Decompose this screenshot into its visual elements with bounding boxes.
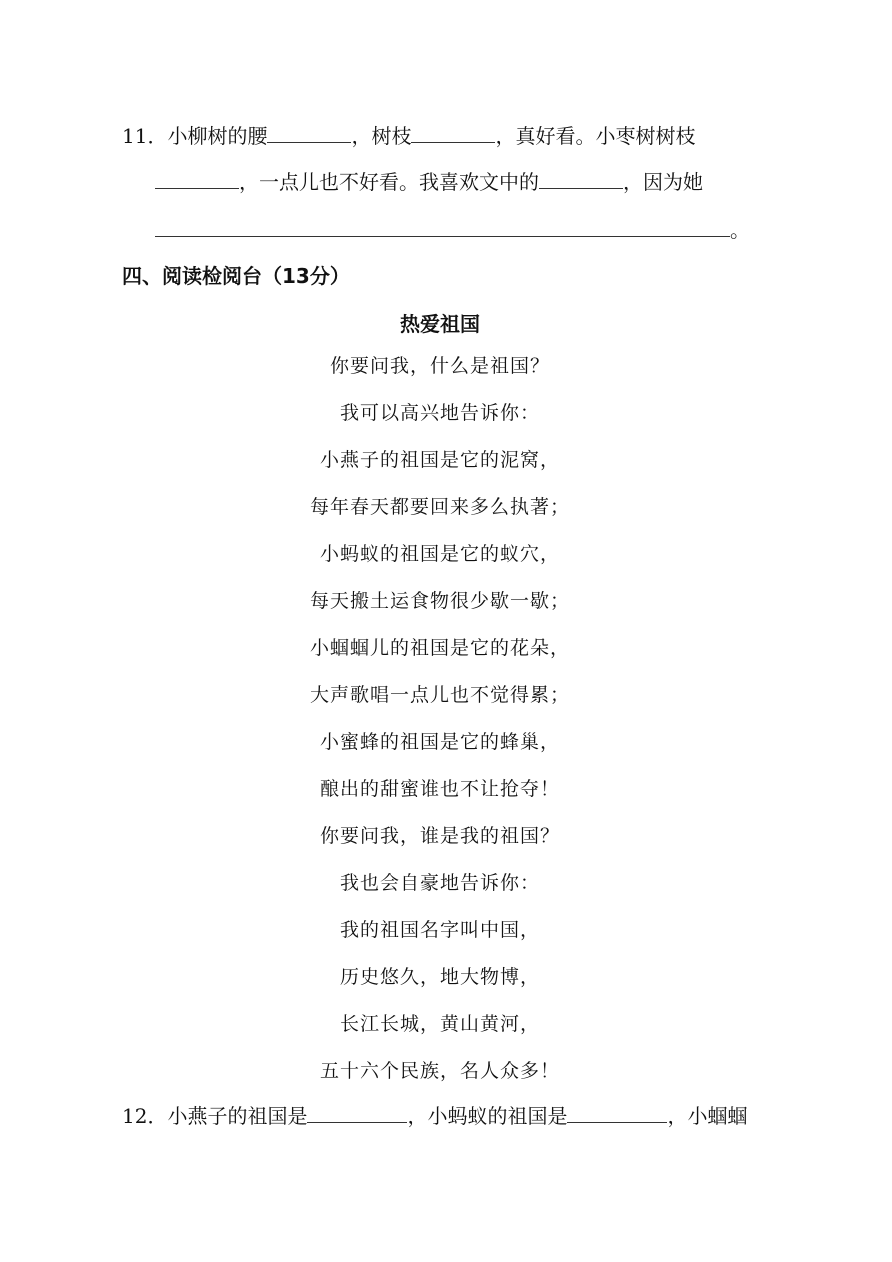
question-11-line-2 (155, 168, 703, 196)
question-11-text-b: ，树枝 (351, 124, 412, 148)
question-11-line-3 (155, 216, 750, 244)
poem-line: 每年春天都要回来多么执著； (309, 496, 570, 518)
poem-line: 小蝈蝈儿的祖国是它的花朵， (309, 637, 570, 659)
question-11-text-c: ，真好看。小枣树树枝 (495, 124, 696, 148)
question-11-period: 。 (730, 218, 750, 242)
question-11-line-1 (122, 122, 695, 150)
poem-line: 你要问我，什么是祖国？ (329, 355, 550, 377)
poem-line: 小蚂蚁的祖国是它的蚁穴， (319, 543, 560, 565)
poem-line: 我的祖国名字叫中国， (339, 919, 540, 941)
poem-line: 我也会自豪地告诉你： (339, 872, 540, 894)
question-12-line-1 (122, 1102, 747, 1130)
section-4-title: 四、阅读检阅台（13分） (122, 264, 350, 288)
poem-line: 五十六个民族，名人众多！ (319, 1060, 560, 1082)
question-12-number: 12． (122, 1104, 168, 1128)
answer-blank-favorite[interactable] (539, 168, 623, 189)
poem-title: 热爱祖国 (400, 312, 480, 336)
poem-line: 长江长城，黄山黄河， (339, 1013, 540, 1035)
answer-blank-swallow-home[interactable] (307, 1102, 407, 1123)
question-11-text-e: ，因为她 (623, 170, 703, 194)
poem-line: 小蜜蜂的祖国是它的蜂巢， (319, 731, 560, 753)
answer-blank-jujube-branch[interactable] (155, 168, 239, 189)
question-11-number: 11． (122, 124, 168, 148)
poem-line: 历史悠久，地大物博， (339, 966, 540, 988)
poem-line: 酿出的甜蜜谁也不让抢夺！ (319, 778, 560, 800)
poem-body (0, 352, 880, 1104)
answer-blank-willow-waist[interactable] (267, 122, 351, 143)
answer-blank-willow-branch[interactable] (411, 122, 495, 143)
poem-line: 每天搬土运食物很少歇一歇； (309, 590, 570, 612)
question-12-text-b: ，小蚂蚁的祖国是 (407, 1104, 568, 1128)
question-12-text-c: ，小蝈蝈 (667, 1104, 748, 1128)
poem-line: 小燕子的祖国是它的泥窝， (319, 449, 560, 471)
poem-line: 你要问我，谁是我的祖国？ (319, 825, 560, 847)
question-11-text-a: 小柳树的腰 (167, 124, 268, 148)
poem-line: 我可以高兴地告诉你： (339, 402, 540, 424)
question-11-text-d: ，一点儿也不好看。我喜欢文中的 (239, 170, 539, 194)
answer-blank-reason[interactable] (155, 216, 730, 237)
poem-line: 大声歌唱一点儿也不觉得累； (309, 684, 570, 706)
answer-blank-ant-home[interactable] (567, 1102, 667, 1123)
question-12-text-a: 小燕子的祖国是 (167, 1104, 308, 1128)
